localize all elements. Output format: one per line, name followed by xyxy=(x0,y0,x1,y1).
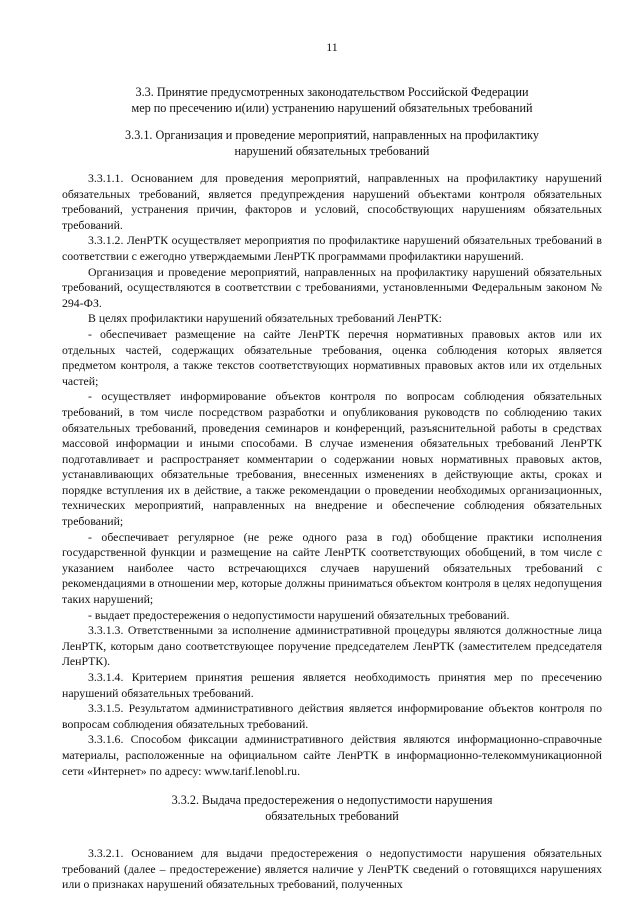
heading-line: 3.3.1. Организация и проведение мероприятий, направленных на профилактику xyxy=(125,128,539,142)
heading-line: мер по пресечению и(или) устранению нарушений обязательных требований xyxy=(131,100,533,115)
list-item: - обеспечивает размещение на сайте ЛенРТК перечня нормативных правовых актов или их отдельных частей, содержащих обязательные требования, оценка соблюдения которых является предметом контроля, а также текстов соответствующих нормативных правовых актов или их отдельных частей; xyxy=(62,326,602,388)
list-item: - обеспечивает регулярное (не реже одного раза в год) обобщение практики исполнения государственной функции и размещение на сайте ЛенРТК соответствующих обобщений, в том числе с указанием наиболее часто встречающихся случаев нарушений обязательных требований с рекомендациями в отношении мер, которые должны приниматься объектом контроля в целях недопущения таких нарушений; xyxy=(62,529,602,607)
paragraph-3-3-1-1: 3.3.1.1. Основанием для проведения мероприятий, направленных на профилактику нарушений обязательных требований, является предупреждения нарушений объектами контроля обязательных требований, устранения причин, факторов и условий, способствующих нарушениям обязательных требований. xyxy=(62,171,602,232)
section-3-3-1-heading xyxy=(62,128,602,159)
paragraph-organization: Организация и проведение мероприятий, направленных на профилактику нарушений обязательных требований, осуществляются в соответствии с требованиями, установленными Федеральным законом № 294-ФЗ. xyxy=(62,264,602,310)
paragraph-3-3-1-6: 3.3.1.6. Способом фиксации административного действия являются информационно-справочные материалы, расположенные на официальном сайте ЛенРТК в информационно-телекоммуникационной сети «Интернет» по адресу: www.tarif.lenobl.ru. xyxy=(62,732,602,778)
paragraph-prevention-intro: В целях профилактики нарушений обязательных требований ЛенРТК: xyxy=(88,311,442,326)
heading-line: нарушений обязательных требований xyxy=(234,143,430,158)
heading-line: 3.3. Принятие предусмотренных законодательством Российской Федерации xyxy=(135,85,529,99)
page-number: 11 xyxy=(326,40,338,54)
paragraph-3-3-1-3: 3.3.1.3. Ответственными за исполнение административной процедуры являются должностные лица ЛенРТК, которым дано соответствующее поручение председателем ЛенРТК (заместителем председателя ЛенРТК). xyxy=(62,623,602,669)
list-item: - выдает предостережения о недопустимости нарушений обязательных требований. xyxy=(88,607,510,622)
heading-line: 3.3.2. Выдача предостережения о недопустимости нарушения xyxy=(171,793,493,808)
section-3-3-2-heading xyxy=(62,793,602,824)
paragraph-3-3-1-5: 3.3.1.5. Результатом административного действия является информирование объектов контроля по вопросам соблюдения обязательных требований. xyxy=(62,701,602,731)
spacer xyxy=(62,836,602,846)
heading-line: обязательных требований xyxy=(265,808,399,823)
section-3-3-heading xyxy=(62,85,602,116)
paragraph-3-3-1-2: 3.3.1.2. ЛенРТК осуществляет мероприятия по профилактике нарушений обязательных требований в соответствии с ежегодно утверждаемыми ЛенРТК программами профилактики нарушений. xyxy=(62,233,602,263)
spacer xyxy=(62,779,602,793)
list-item: - осуществляет информирование объектов контроля по вопросам соблюдения обязательных требований, в том числе посредством разработки и опубликования руководств по соблюдению таких обязательных требований, проведения семинаров и конференций, разъяснительной работы в средствах массовой информации и иными способами. В случае изменения обязательных требований ЛенРТК подготавливает и распространяет комментарии о содержании новых нормативных правовых актов, устанавливающих обязательные требования, внесенных изменениях в действующие акты, сроках и порядке вступления их в действие, а также рекомендации о проведении необходимых организационных, технических мероприятий, направленных на внедрение и обеспечение соблюдения обязательных требований; xyxy=(62,389,602,529)
paragraph-3-3-1-4: 3.3.1.4. Критерием принятия решения является необходимость принятия мер по пресечению нарушений обязательных требований. xyxy=(62,670,602,700)
paragraph-3-3-2-1: 3.3.2.1. Основанием для выдачи предостережения о недопустимости нарушения обязательных требований (далее – предостережение) является наличие у ЛенРТК сведений о готовящихся нарушениях или о признаках нарушений обязательных требований, полученных xyxy=(62,846,602,892)
